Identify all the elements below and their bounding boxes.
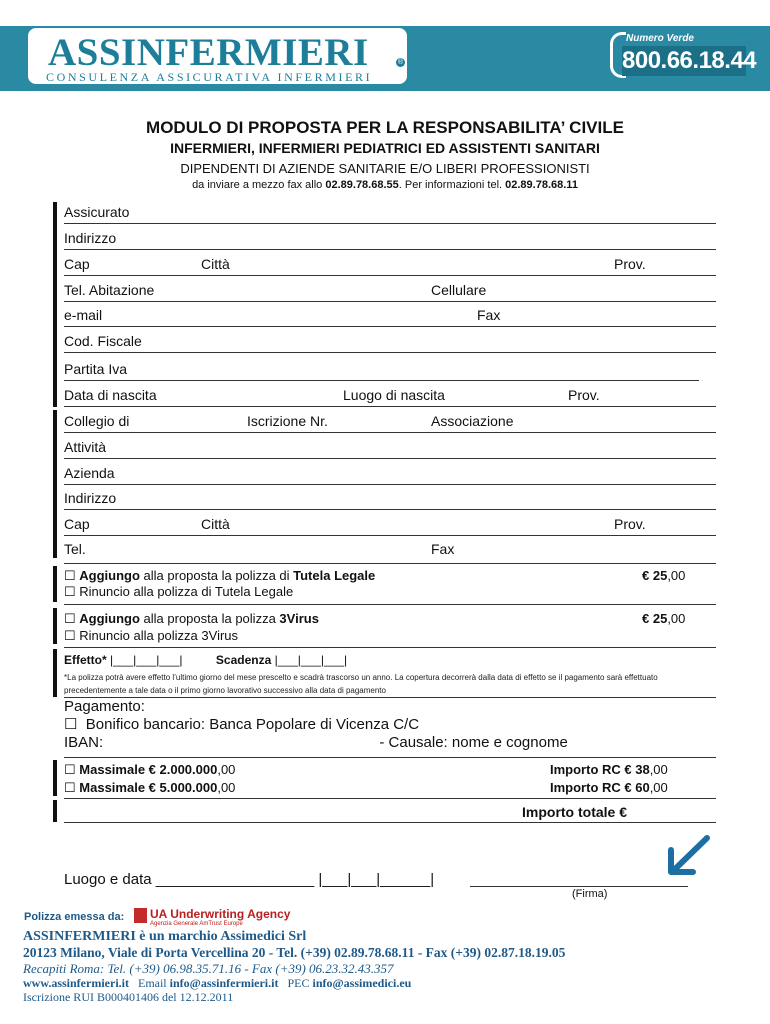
field-label: Associazione xyxy=(431,413,514,429)
logo-subtitle: CONSULENZA ASSICURATIVA INFERMIERI xyxy=(46,70,373,84)
field-label: Iscrizione Nr. xyxy=(247,413,328,429)
arrow-down-left-icon xyxy=(665,834,713,878)
importo-amount: Importo RC € 38 xyxy=(550,762,650,777)
field-collegio[interactable] xyxy=(64,407,716,433)
iban-row xyxy=(64,734,568,752)
bonifico-text: Bonifico bancario: Banca Popolare di Vicenza C/C xyxy=(85,716,420,733)
field-azienda[interactable] xyxy=(64,459,716,485)
field-label: Cap xyxy=(64,256,90,272)
option-text: Rinuncio alla polizza 3Virus xyxy=(79,628,239,643)
option-massimale-5m[interactable]: ☐ Massimale € 5.000.000,00 xyxy=(64,780,236,795)
option-tutela-decline[interactable]: ☐ Rinuncio alla polizza di Tutela Legale xyxy=(64,584,294,599)
section-bar xyxy=(53,566,57,602)
pec-label: PEC xyxy=(287,976,310,990)
field-label: Assicurato xyxy=(64,204,130,220)
field-label: Tel. xyxy=(64,541,86,557)
field-label: Indirizzo xyxy=(64,230,117,246)
field-assicurato[interactable] xyxy=(64,198,716,224)
field-attivita[interactable] xyxy=(64,433,716,459)
field-label: Cod. Fiscale xyxy=(64,333,142,349)
causale-text: - Causale: nome e cognome xyxy=(379,734,568,751)
field-label: Cap xyxy=(64,516,90,532)
instructions-text-2: . Per informazioni tel. xyxy=(398,179,506,191)
field-label: Data di nascita xyxy=(64,387,157,403)
field-cod-fiscale[interactable] xyxy=(64,327,716,353)
field-label: Città xyxy=(201,516,230,532)
massimale-decimals: ,00 xyxy=(217,762,236,777)
luogo-data-field[interactable] xyxy=(64,871,434,889)
field-label: Cellulare xyxy=(431,282,487,298)
option-3virus-decline[interactable]: ☐ Rinuncio alla polizza 3Virus xyxy=(64,628,239,643)
option-bonifico[interactable]: ☐ Bonifico bancario: Banca Popolare di Vicenza C/C xyxy=(64,716,420,733)
option-3virus-add[interactable]: ☐ Aggiungo alla proposta la polizza 3Virus xyxy=(64,611,319,626)
field-label: Prov. xyxy=(568,387,600,403)
footer-address: 20123 Milano, Viale di Porta Vercellina 20 - Tel. (+39) 02.89.78.68.11 - Fax (+39) 02.87.18.19.05 xyxy=(23,945,566,960)
luogo-data-blanks: ___________________ |___|___|______| xyxy=(155,871,435,888)
ua-name: UA Underwriting Agency xyxy=(150,907,291,921)
form-subtitle-2: DIPENDENTI DI AZIENDE SANITARIE E/O LIBERI PROFESSIONISTI xyxy=(180,161,590,176)
ua-logo-icon xyxy=(134,908,147,923)
field-cap-citta-prov[interactable] xyxy=(64,250,716,276)
divider xyxy=(64,647,716,648)
option-verb: Aggiungo xyxy=(79,568,140,583)
field-label: Attività xyxy=(64,439,107,455)
massimale-amount: Massimale € 5.000.000 xyxy=(79,780,218,795)
polizza-emessa-label: Polizza emessa da: xyxy=(24,911,125,923)
form-title: MODULO DI PROPOSTA PER LA RESPONSABILITA’ CIVILE xyxy=(146,118,624,137)
section-bar xyxy=(53,800,57,822)
option-text: Rinuncio alla polizza di Tutela Legale xyxy=(79,584,294,599)
effetto-note: *La polizza potrà avere effetto l’ultimo giorno del mese prescelto e scadrà trascorso un anno. La copertura decorrerà dalla data di effetto se il pagamento sarà effettuato precedentemente a tale data o il primo giorno lavorativo successivo alla data di pagamento xyxy=(64,673,658,695)
field-tel-fax-azienda[interactable] xyxy=(64,535,716,560)
section-bar xyxy=(53,608,57,644)
field-label: Prov. xyxy=(614,516,646,532)
form-instructions xyxy=(0,179,770,191)
footer-email-link[interactable]: info@assinfermieri.it xyxy=(169,976,279,990)
divider xyxy=(64,822,716,823)
pagamento-title: Pagamento: xyxy=(64,698,145,715)
field-email-fax[interactable] xyxy=(64,301,716,327)
field-label: e-mail xyxy=(64,307,103,323)
option-name: 3Virus xyxy=(279,611,319,626)
luogo-data-label: Luogo e data xyxy=(64,871,152,888)
registered-mark: ® xyxy=(397,59,404,66)
tutela-price xyxy=(642,568,685,583)
field-label: Indirizzo xyxy=(64,490,117,506)
field-label: Fax xyxy=(431,541,455,557)
field-partita-iva[interactable] xyxy=(64,355,699,381)
importo-rc-1 xyxy=(550,762,668,777)
field-label: Azienda xyxy=(64,465,115,481)
price-decimals: ,00 xyxy=(667,611,686,626)
price-decimals: ,00 xyxy=(667,568,686,583)
field-indirizzo-azienda[interactable] xyxy=(64,484,716,510)
scadenza-label: Scadenza xyxy=(215,653,272,667)
field-label: Tel. Abitazione xyxy=(64,282,155,298)
effetto-label: Effetto* xyxy=(64,653,107,667)
option-tutela-add[interactable]: ☐ Aggiungo alla proposta la polizza di Tutela Legale xyxy=(64,568,376,583)
divider xyxy=(64,563,716,564)
form-subtitle: INFERMIERI, INFERMIERI PEDIATRICI ED ASSISTENTI SANITARI xyxy=(170,140,600,156)
phone-label: Numero Verde xyxy=(626,33,694,44)
divider xyxy=(64,798,716,799)
field-label: Prov. xyxy=(614,256,646,272)
price-amount: € 25 xyxy=(642,568,668,583)
instructions-text: da inviare a mezzo fax allo xyxy=(192,179,326,191)
section-bar xyxy=(53,649,57,697)
option-massimale-2m[interactable]: ☐ Massimale € 2.000.000,00 xyxy=(64,762,236,777)
option-verb: Aggiungo xyxy=(79,611,140,626)
effetto-date-slots: |___|___|___| xyxy=(110,653,183,667)
scadenza-date-slots: |___|___|___| xyxy=(274,653,348,667)
option-text: alla proposta la polizza xyxy=(139,611,280,626)
massimale-decimals: ,00 xyxy=(217,780,236,795)
importo-rc-2 xyxy=(550,780,668,795)
importo-decimals: ,00 xyxy=(649,780,668,795)
field-indirizzo[interactable] xyxy=(64,224,716,250)
footer-website-link[interactable]: www.assinfermieri.it xyxy=(23,976,129,990)
price-amount: € 25 xyxy=(642,611,668,626)
section-bar xyxy=(53,760,57,796)
section-bar xyxy=(53,410,57,558)
effetto-row[interactable] xyxy=(64,653,347,667)
email-label: Email xyxy=(137,976,167,990)
footer-rui: Iscrizione RUI B000401406 del 12.12.2011 xyxy=(23,990,234,1004)
option-name: Tutela Legale xyxy=(293,568,376,583)
massimale-amount: Massimale € 2.000.000 xyxy=(79,762,218,777)
info-phone: 02.89.78.68.11 xyxy=(505,179,578,191)
signature-label: (Firma) xyxy=(572,888,608,900)
footer-brand: ASSINFERMIERI è un marchio Assimedici Srl xyxy=(23,929,307,944)
divider xyxy=(64,604,716,605)
field-cap-citta-prov-azienda[interactable] xyxy=(64,510,716,536)
field-label: Città xyxy=(201,256,230,272)
signature-line[interactable] xyxy=(470,886,688,887)
divider xyxy=(64,697,716,698)
logo xyxy=(26,26,409,86)
option-text: alla proposta la polizza di xyxy=(139,568,294,583)
iban-label: IBAN: xyxy=(64,734,104,751)
field-nascita[interactable] xyxy=(64,381,716,407)
field-telefono[interactable] xyxy=(64,276,716,302)
logo-title: ASSINFERMIERI xyxy=(48,31,369,74)
ua-subtitle: Agenzia Generale AmTrust Europe xyxy=(150,921,243,927)
phone-number: 800.66.18.44 xyxy=(622,47,757,74)
importo-decimals: ,00 xyxy=(649,762,668,777)
fax-number: 02.89.78.68.55 xyxy=(325,179,399,191)
section-bar xyxy=(53,202,57,407)
importo-amount: Importo RC € 60 xyxy=(550,780,650,795)
divider xyxy=(64,757,716,758)
totale-label: Importo totale € xyxy=(522,804,628,820)
field-label: Partita Iva xyxy=(64,361,128,377)
field-label: Luogo di nascita xyxy=(343,387,445,403)
footer-pec-link[interactable]: info@assimedici.eu xyxy=(312,976,412,990)
toll-free-number xyxy=(610,32,760,80)
field-label: Collegio di xyxy=(64,413,130,429)
3virus-price xyxy=(642,611,685,626)
importo-totale[interactable] xyxy=(522,804,627,820)
field-label: Fax xyxy=(477,307,501,323)
footer-rome: Recapiti Roma: Tel. (+39) 06.98.35.71.16 - Fax (+39) 06.23.32.43.357 xyxy=(23,961,394,976)
